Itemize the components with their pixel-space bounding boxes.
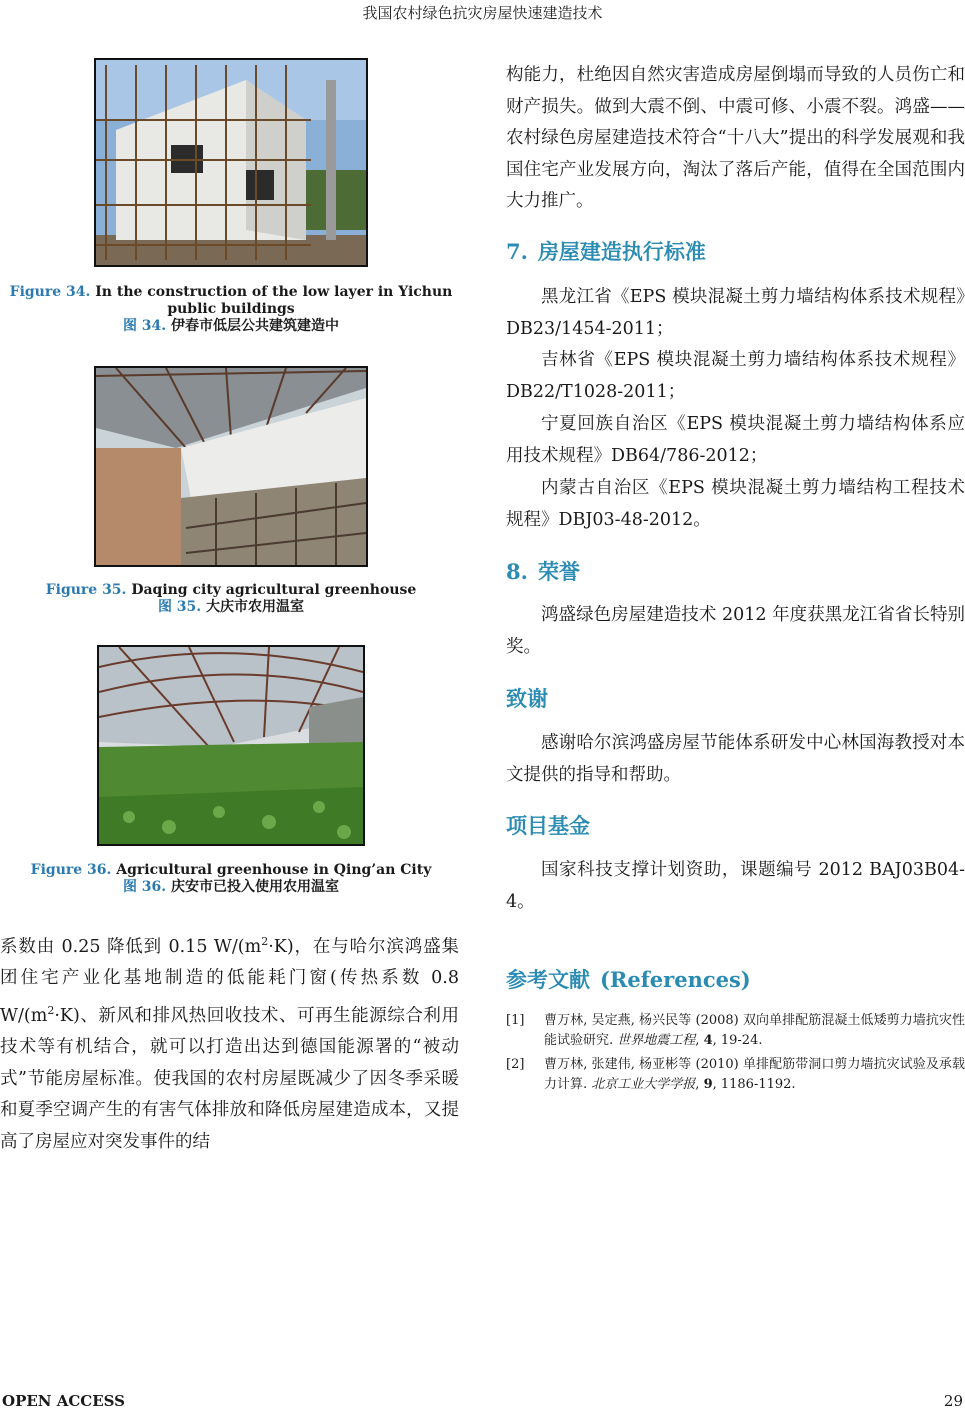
running-title: 我国农村绿色抗灾房屋快速建造技术 — [362, 4, 603, 22]
open-access-label: OPEN ACCESS — [2, 1392, 125, 1410]
acknowledgement-heading: 致谢 — [506, 687, 548, 711]
funding-heading: 项目基金 — [506, 814, 590, 838]
figure-34-caption-cn: 图 34. 伊春市低层公共建筑建造中 — [122, 318, 340, 334]
references-heading: 参考文献 (References) — [506, 967, 751, 992]
figure-35-caption — [0, 582, 462, 616]
funding-paragraph: 国家科技支撑计划资助，课题编号 2012 BAJ03B04-4。 — [506, 860, 965, 912]
figure-35-caption-en: Figure 35. Daqing city agricultural greenhouse — [45, 582, 417, 598]
reference-item: [2] 曹万林, 张建伟, 杨亚彬等 (2010) 单排配筋带洞口剪力墙抗灾试验及承载力计算. 北京工业大学学报, 9, 1186-1192. — [506, 1057, 965, 1092]
honor-paragraph: 鸿盛绿色房屋建造技术 2012 年度获黑龙江省省长特别奖。 — [506, 605, 965, 657]
continuation-paragraph: 构能力，杜绝因自然灾害造成房屋倒塌而导致的人员伤亡和财产损失。做到大震不倒、中震可修、小震不裂。鸿盛——农村绿色房屋建造技术符合“十八大”提出的科学发展观和我国住宅产业发展方向，淘汰了落后产能，值得在全国范围内大力推广。 — [506, 65, 965, 211]
standard-3: 宁夏回族自治区《EPS 模块混凝土剪力墙结构体系应用技术规程》DB64/786-2012； — [506, 414, 965, 466]
figure-34-caption — [0, 284, 462, 335]
section-7-heading: 7. 房屋建造执行标准 — [506, 239, 706, 264]
reference-list — [506, 1011, 965, 1099]
left-body-paragraph: 系数由 0.25 降低到 0.15 $W/(m^2\cdot K)$，在与哈尔滨鸿盛集团住宅产业化基地制造的低能耗门窗(传热系数 0.8 $W/(m^2\cdot K)$、新风和排风热回收技术、可再生能源综合利用技术等有机结合，就可以打造出达到德国能源署的“被动式”节能房屋标准。使我国的农村房屋既减少了因冬季采暖和夏季空调产生的有害气体排放和降低房屋建造成本，又提高了房屋应对突发事件的结 — [0, 935, 459, 1152]
figure-34-photo — [94, 58, 368, 267]
figure-36-photo — [97, 645, 365, 846]
figure-36-caption-cn: 图 36. 庆安市已投入使用农用温室 — [122, 879, 340, 895]
figure-36-caption-en: Figure 36. Agricultural greenhouse in Qing’an City — [30, 862, 432, 878]
standard-1: 黑龙江省《EPS 模块混凝土剪力墙结构体系技术规程》DB23/1454-2011； — [506, 287, 965, 339]
figure-35-caption-cn: 图 35. 大庆市农用温室 — [157, 599, 305, 615]
standard-4: 内蒙古自治区《EPS 模块混凝土剪力墙结构工程技术规程》DBJ03-48-2012。 — [506, 478, 965, 530]
figure-34-caption-en: Figure 34. In the construction of the low layer in Yichun public buildings — [9, 284, 453, 317]
acknowledgement-paragraph: 感谢哈尔滨鸿盛房屋节能体系研发中心林国海教授对本文提供的指导和帮助。 — [506, 733, 965, 785]
right-column — [506, 0, 965, 1412]
figure-36-caption — [0, 862, 462, 896]
left-column — [0, 0, 462, 1412]
section-8-heading: 8. 荣誉 — [506, 559, 580, 584]
standard-2: 吉林省《EPS 模块混凝土剪力墙结构体系技术规程》DB22/T1028-2011； — [506, 350, 965, 402]
page-number: 29 — [943, 1392, 963, 1410]
reference-item: [1] 曹万林, 吴定燕, 杨兴民等 (2008) 双向单排配筋混凝土低矮剪力墙抗灾性能试验研究. 世界地震工程, 4, 19-24. — [506, 1013, 965, 1048]
figure-35-photo — [94, 366, 368, 567]
